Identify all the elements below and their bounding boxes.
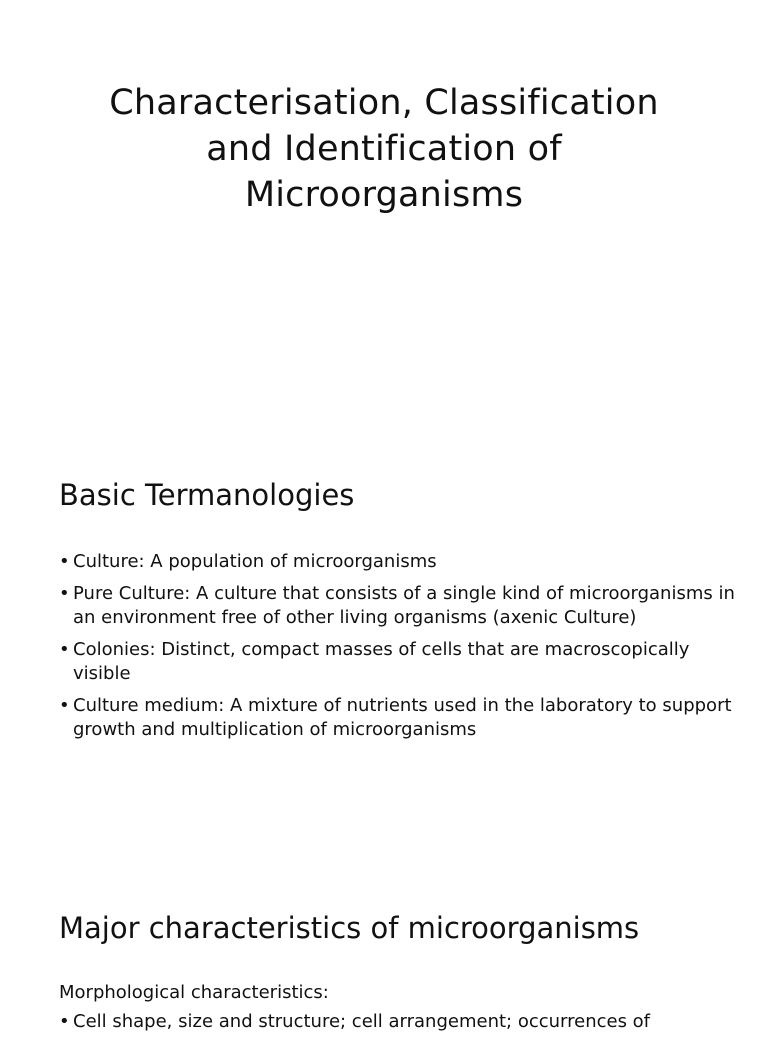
list-item-text: Colonies: Distinct, compact masses of cells that are macroscopically visible bbox=[73, 638, 690, 684]
title-line: Characterisation, Classification bbox=[109, 83, 659, 123]
title-line: Microorganisms bbox=[244, 175, 524, 215]
terminology-list bbox=[59, 550, 749, 750]
bullet-icon: • bbox=[59, 694, 70, 716]
sub-label: Morphological characteristics: bbox=[59, 982, 329, 1003]
morphology-list bbox=[59, 1010, 749, 1042]
bullet-icon: • bbox=[59, 638, 70, 660]
list-item bbox=[59, 582, 749, 631]
list-item bbox=[59, 550, 749, 575]
bullet-icon: • bbox=[59, 551, 70, 572]
section-heading: Basic Termanologies bbox=[59, 478, 355, 512]
list-item-text: Cell shape, size and structure; cell arrangement; occurrences of bbox=[73, 1011, 651, 1032]
title-line: and Identification of bbox=[206, 129, 562, 169]
bullet-icon: • bbox=[59, 1011, 70, 1032]
section-heading: Major characteristics of microorganisms bbox=[59, 911, 640, 945]
list-item bbox=[59, 638, 749, 687]
list-item bbox=[59, 694, 749, 743]
list-item-text: Pure Culture: A culture that consists of a single kind of microorganisms in an environment free of other living organisms (axenic Culture) bbox=[73, 582, 735, 628]
list-item-text: Culture: A population of microorganisms bbox=[73, 551, 437, 572]
bullet-icon: • bbox=[59, 582, 70, 604]
list-item bbox=[59, 1010, 749, 1035]
list-item-text: Culture medium: A mixture of nutrients used in the laboratory to support growth and multiplication of microorganisms bbox=[73, 694, 732, 740]
